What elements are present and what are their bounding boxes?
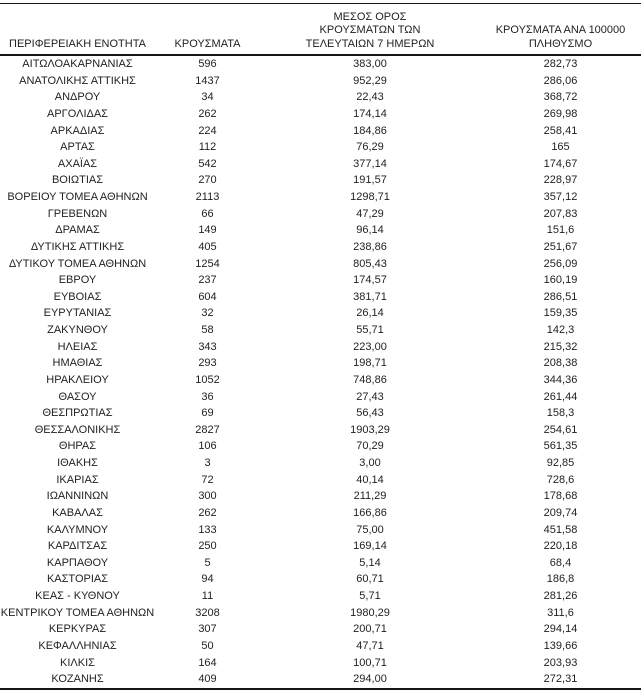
cell-cases: 1254 — [195, 257, 220, 270]
cell-region: ΑΡΓΟΛΙΔΑΣ — [47, 107, 108, 120]
cell-per100k: 174,67 — [543, 157, 578, 170]
table-row — [0, 405, 641, 422]
cell-region: ΚΙΛΚΙΣ — [60, 656, 95, 669]
cell-per100k: 186,8 — [546, 573, 575, 586]
header-line: ΠΕΡΙΦΕΡΕΙΑΚΗ ΕΝΟΤΗΤΑ — [9, 37, 146, 50]
cell-avg7: 166,86 — [353, 506, 387, 519]
cell-per100k: 215,32 — [543, 340, 578, 353]
column-header-7day-average — [260, 4, 480, 56]
table-row — [0, 189, 641, 206]
cell-per100k: 251,67 — [543, 240, 578, 253]
cell-region: ΗΛΕΙΑΣ — [57, 340, 98, 353]
cell-region: ΘΕΣΠΡΩΤΙΑΣ — [42, 407, 113, 420]
table-row — [0, 538, 641, 555]
cell-avg7: 198,71 — [353, 357, 387, 370]
cell-per100k: 272,31 — [543, 673, 578, 686]
cell-cases: 262 — [198, 506, 217, 519]
table-row — [0, 389, 641, 406]
cell-per100k: 160,19 — [543, 274, 578, 287]
table-row — [0, 289, 641, 306]
table-row — [0, 472, 641, 489]
cell-region: ΚΑΒΑΛΑΣ — [52, 506, 103, 519]
table-row — [0, 621, 641, 638]
cell-cases: 69 — [201, 407, 214, 420]
table-row — [0, 272, 641, 289]
cell-per100k: 68,4 — [549, 556, 572, 569]
cell-region: ΑΝΔΡΟΥ — [54, 91, 101, 104]
cell-region: ΘΑΣΟΥ — [58, 390, 97, 403]
cell-per100k: 368,72 — [543, 91, 578, 104]
cell-region: ΖΑΚΥΝΘΟΥ — [47, 324, 108, 336]
cell-per100k: 269,98 — [543, 107, 578, 120]
cell-region: ΑΡΤΑΣ — [60, 141, 95, 154]
cell-avg7: 40,14 — [356, 473, 384, 486]
header-line: ΤΕΛΕΥΤΑΙΩΝ 7 ΗΜΕΡΩΝ — [305, 37, 435, 50]
cell-per100k: 294,14 — [543, 623, 578, 636]
cell-avg7: 174,14 — [353, 107, 387, 120]
cell-cases: 3208 — [195, 606, 220, 619]
cell-avg7: 294,00 — [353, 673, 387, 686]
header-row — [0, 4, 641, 56]
cell-avg7: 1903,29 — [350, 423, 390, 436]
cell-cases: 262 — [198, 107, 217, 120]
cell-cases: 300 — [198, 490, 217, 503]
cell-avg7: 200,71 — [353, 623, 387, 636]
cell-cases: 250 — [198, 540, 217, 553]
cell-per100k: 286,51 — [543, 290, 578, 303]
table-row — [0, 206, 641, 223]
cell-region: ΚΑΛΥΜΝΟΥ — [46, 523, 109, 536]
cell-cases: 237 — [198, 274, 217, 287]
cell-region: ΕΒΡΟΥ — [58, 274, 97, 287]
cell-cases: 58 — [201, 324, 214, 336]
cell-per100k: 228,97 — [543, 174, 578, 187]
cell-per100k: 281,26 — [543, 590, 578, 602]
cell-per100k: 261,44 — [543, 390, 578, 403]
cell-region: ΒΟΡΕΙΟΥ ΤΟΜΕΑ ΑΘΗΝΩΝ — [7, 191, 148, 203]
cell-cases: 164 — [198, 656, 217, 669]
cell-cases: 66 — [201, 207, 214, 220]
table-row — [0, 422, 641, 439]
table-row — [0, 239, 641, 256]
header-line: ΚΡΟΥΣΜΑΤΑ ΑΝΑ 100000 — [495, 24, 626, 36]
cell-avg7: 76,29 — [356, 141, 384, 154]
cell-region: ΙΩΑΝΝΙΝΩΝ — [46, 490, 109, 503]
table-row — [0, 156, 641, 173]
cell-cases: 5 — [204, 556, 211, 569]
cell-avg7: 383,00 — [353, 58, 387, 70]
cell-per100k: 357,12 — [543, 191, 578, 203]
cell-avg7: 70,29 — [356, 440, 384, 453]
cell-per100k: 151,6 — [546, 224, 575, 237]
cell-cases: 3 — [204, 457, 211, 469]
cell-cases: 112 — [198, 141, 217, 154]
cell-region: ΚΑΡΔΙΤΣΑΣ — [47, 540, 108, 553]
cell-avg7: 1298,71 — [350, 191, 390, 203]
table-row — [0, 671, 641, 689]
cell-avg7: 96,14 — [356, 224, 384, 237]
cell-avg7: 184,86 — [353, 124, 387, 137]
cell-cases: 270 — [198, 174, 217, 187]
cell-cases: 32 — [201, 307, 214, 320]
table-row — [0, 256, 641, 273]
cell-cases: 596 — [198, 58, 217, 70]
table-row — [0, 655, 641, 672]
table-row — [0, 488, 641, 505]
cell-per100k: 220,18 — [543, 540, 578, 553]
cell-per100k: 92,85 — [546, 457, 575, 469]
cell-avg7: 952,29 — [353, 74, 387, 87]
cell-per100k: 165 — [551, 141, 570, 154]
header-line: ΚΡΟΥΣΜΑΤΩΝ ΤΩΝ — [319, 24, 421, 36]
cell-avg7: 100,71 — [353, 656, 387, 669]
cell-per100k: 282,73 — [543, 58, 578, 70]
cell-per100k: 344,36 — [543, 373, 578, 386]
cell-region: ΒΟΙΩΤΙΑΣ — [51, 174, 104, 187]
cell-avg7: 5,14 — [359, 556, 381, 569]
table-row — [0, 89, 641, 106]
cell-per100k: 311,6 — [547, 606, 574, 619]
cell-avg7: 55,71 — [356, 324, 384, 336]
cell-cases: 307 — [198, 623, 217, 636]
cell-region: ΔΥΤΙΚΗΣ ΑΤΤΙΚΗΣ — [30, 240, 125, 253]
cell-region: ΘΗΡΑΣ — [58, 440, 97, 453]
column-header-cases — [155, 4, 260, 56]
table-row — [0, 339, 641, 356]
cell-per100k: 142,3 — [546, 324, 575, 336]
table-body — [0, 55, 641, 689]
cell-region: ΚΕΡΚΥΡΑΣ — [48, 623, 107, 636]
table-row — [0, 106, 641, 123]
cell-region: ΑΝΑΤΟΛΙΚΗΣ ΑΤΤΙΚΗΣ — [19, 74, 136, 87]
table-row — [0, 172, 641, 189]
cell-cases: 11 — [201, 590, 214, 602]
cell-region: ΚΕΑΣ - ΚΥΘΝΟΥ — [35, 590, 120, 602]
table-row — [0, 638, 641, 655]
cell-avg7: 75,00 — [356, 523, 384, 536]
column-header-regional-unit — [0, 4, 155, 56]
cell-avg7: 47,71 — [356, 639, 384, 652]
cell-cases: 2113 — [195, 191, 220, 203]
cell-cases: 50 — [201, 639, 214, 652]
cell-cases: 133 — [198, 523, 217, 536]
cell-per100k: 286,06 — [543, 74, 578, 87]
cell-cases: 1437 — [195, 74, 220, 87]
cell-avg7: 223,00 — [353, 340, 387, 353]
cell-per100k: 209,74 — [543, 506, 578, 519]
cell-cases: 1052 — [195, 373, 220, 386]
cell-cases: 224 — [198, 124, 217, 137]
cell-cases: 2827 — [195, 423, 220, 436]
cell-region: ΑΡΚΑΔΙΑΣ — [50, 124, 105, 137]
cell-avg7: 211,29 — [353, 490, 387, 503]
cell-per100k: 256,09 — [543, 257, 578, 270]
cell-cases: 106 — [198, 440, 217, 453]
cell-cases: 542 — [198, 157, 217, 170]
cell-region: ΘΕΣΣΑΛΟΝΙΚΗΣ — [34, 423, 121, 436]
cell-avg7: 377,14 — [353, 157, 387, 170]
cell-region: ΑΧΑΪΑΣ — [57, 157, 98, 170]
table-row — [0, 605, 641, 622]
table-row — [0, 455, 641, 472]
cell-avg7: 5,71 — [359, 590, 381, 602]
cell-region: ΕΥΡΥΤΑΝΙΑΣ — [43, 307, 112, 320]
cell-region: ΓΡΕΒΕΝΩΝ — [47, 207, 108, 220]
cell-avg7: 191,57 — [353, 174, 387, 187]
regional-cases-table — [0, 3, 641, 690]
cell-avg7: 22,43 — [356, 91, 384, 104]
cell-avg7: 381,71 — [353, 290, 387, 303]
table-row — [0, 588, 641, 605]
cell-avg7: 805,43 — [353, 257, 387, 270]
cell-region: ΚΑΡΠΑΘΟΥ — [46, 556, 109, 569]
cell-region: ΚΕΝΤΡΙΚΟΥ ΤΟΜΕΑ ΑΘΗΝΩΝ — [0, 606, 155, 619]
table-row — [0, 372, 641, 389]
cell-per100k: 258,41 — [543, 124, 578, 137]
table-row — [0, 438, 641, 455]
cell-cases: 405 — [198, 240, 217, 253]
cell-per100k: 208,38 — [543, 357, 578, 370]
table-row — [0, 305, 641, 322]
table-row — [0, 55, 641, 73]
header-line: ΠΛΗΘΥΣΜΟ — [528, 37, 593, 50]
cell-cases: 343 — [198, 340, 217, 353]
cell-cases: 293 — [198, 357, 217, 370]
cell-region: ΔΡΑΜΑΣ — [55, 224, 100, 237]
cell-avg7: 169,14 — [353, 540, 387, 553]
cell-avg7: 60,71 — [356, 573, 384, 586]
cell-region: ΚΕΦΑΛΛΗΝΙΑΣ — [38, 639, 117, 652]
cell-per100k: 728,6 — [546, 473, 575, 486]
cell-per100k: 178,68 — [543, 490, 578, 503]
cell-per100k: 561,35 — [543, 440, 578, 453]
cell-cases: 34 — [201, 91, 214, 104]
cell-avg7: 26,14 — [356, 307, 384, 320]
cell-cases: 94 — [201, 573, 214, 586]
cell-region: ΑΙΤΩΛΟΑΚΑΡΝΑΝΙΑΣ — [22, 58, 133, 70]
cell-per100k: 139,66 — [543, 639, 578, 652]
header-line: ΜΕΣΟΣ ΟΡΟΣ — [333, 10, 407, 23]
cell-region: ΔΥΤΙΚΟΥ ΤΟΜΕΑ ΑΘΗΝΩΝ — [8, 257, 147, 270]
cell-region: ΕΥΒΟΙΑΣ — [53, 290, 102, 303]
cell-per100k: 451,58 — [543, 523, 578, 536]
table-row — [0, 522, 641, 539]
cell-per100k: 158,3 — [546, 407, 575, 420]
cell-avg7: 748,86 — [353, 373, 387, 386]
table-row — [0, 505, 641, 522]
cell-avg7: 56,43 — [356, 407, 384, 420]
column-header-cases-per-100000 — [480, 4, 641, 56]
table-row — [0, 139, 641, 156]
cell-cases: 409 — [198, 673, 217, 686]
table-row — [0, 73, 641, 90]
cell-cases: 36 — [201, 390, 214, 403]
table-header — [0, 4, 641, 56]
cell-per100k: 254,61 — [543, 423, 578, 436]
cell-per100k: 203,93 — [543, 656, 578, 669]
cell-region: ΗΜΑΘΙΑΣ — [52, 357, 103, 370]
cell-avg7: 1980,29 — [350, 606, 390, 619]
cell-region: ΙΘΑΚΗΣ — [57, 457, 98, 469]
table-row — [0, 322, 641, 339]
table-row — [0, 555, 641, 572]
cell-avg7: 238,86 — [353, 240, 387, 253]
cell-avg7: 27,43 — [356, 390, 384, 403]
report-page — [0, 3, 641, 692]
cell-avg7: 3,00 — [359, 457, 381, 469]
table-row — [0, 123, 641, 140]
table-row — [0, 355, 641, 372]
cell-cases: 149 — [198, 224, 217, 237]
cell-region: ΙΚΑΡΙΑΣ — [56, 473, 99, 486]
cell-avg7: 174,57 — [353, 274, 387, 287]
cell-cases: 72 — [201, 473, 214, 486]
cell-cases: 604 — [198, 290, 217, 303]
cell-per100k: 159,35 — [543, 307, 578, 320]
cell-avg7: 47,29 — [356, 207, 384, 220]
cell-region: ΗΡΑΚΛΕΙΟΥ — [46, 373, 109, 386]
cell-region: ΚΑΣΤΟΡΙΑΣ — [46, 573, 109, 586]
table-row — [0, 222, 641, 239]
cell-region: ΚΟΖΑΝΗΣ — [51, 673, 104, 686]
cell-per100k: 207,83 — [543, 207, 578, 220]
header-line: ΚΡΟΥΣΜΑΤΑ — [174, 37, 241, 50]
table-row — [0, 571, 641, 588]
